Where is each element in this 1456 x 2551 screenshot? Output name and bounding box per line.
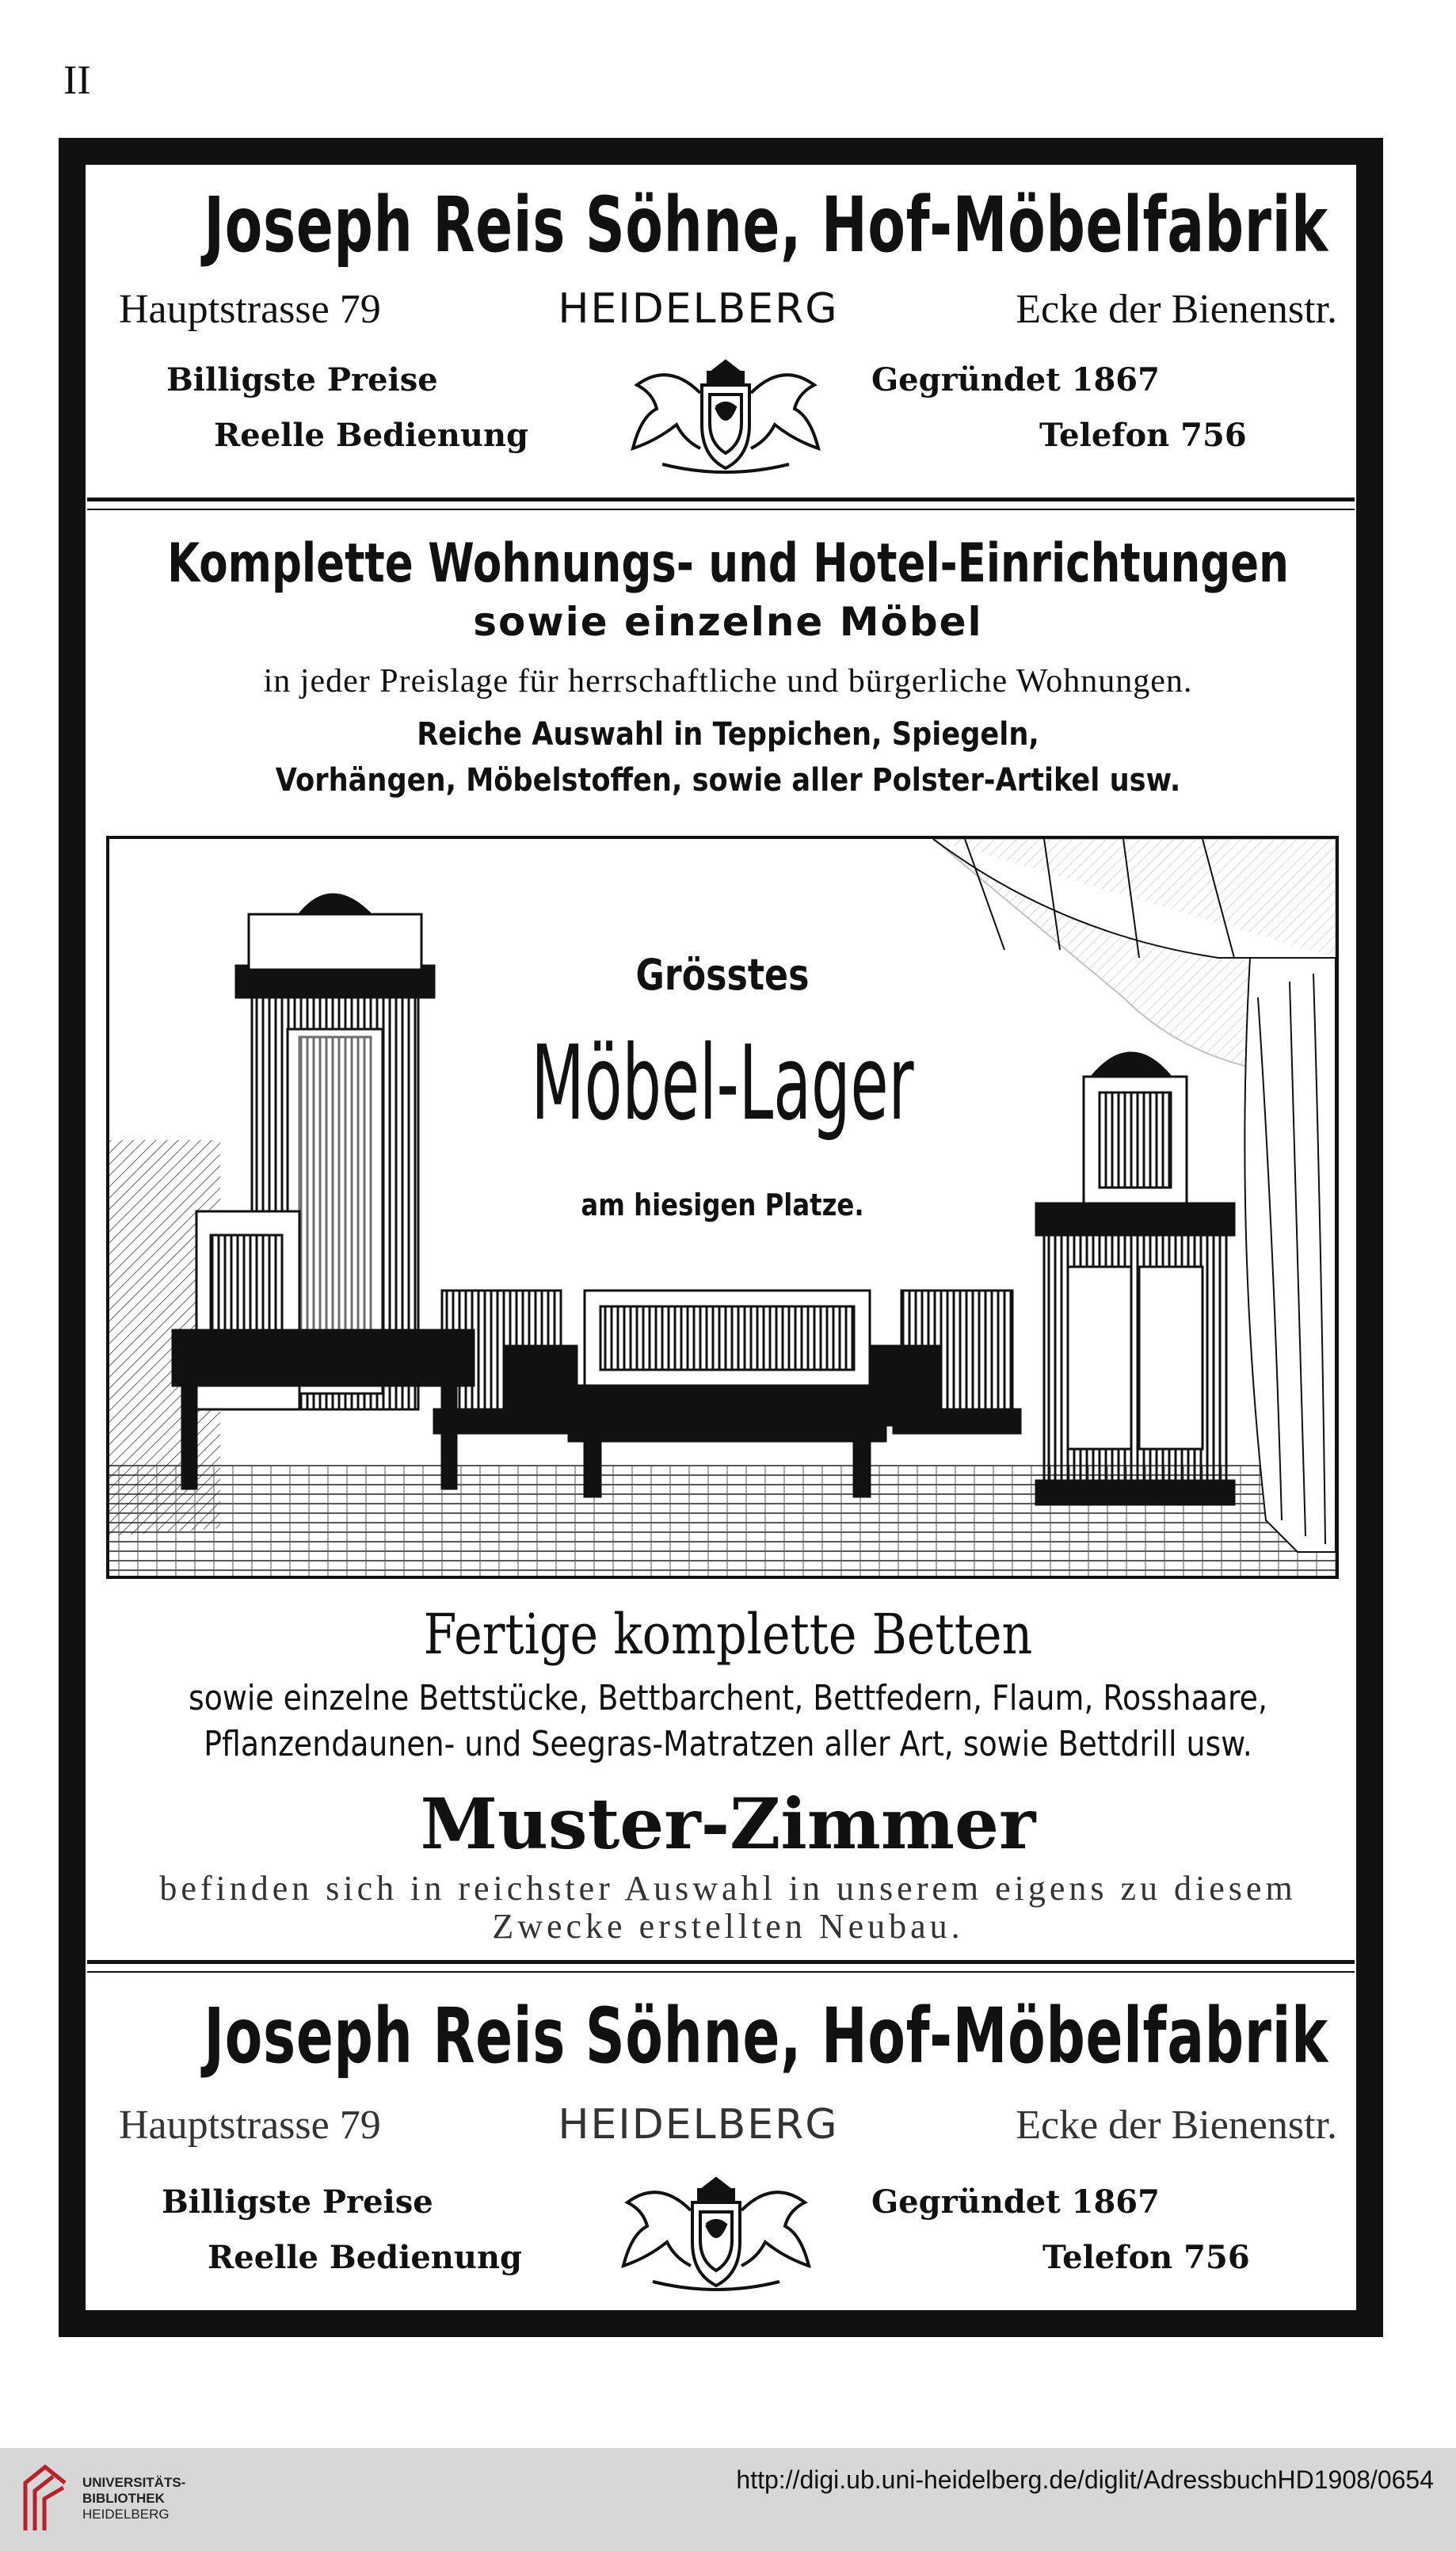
illustration-post: am hiesigen Platze. [581, 1188, 864, 1222]
offer-line-5-text: Vorhängen, Möbelstoffen, sowie aller Polster-Artikel usw. [275, 762, 1181, 799]
showroom-line-2: Zwecke erstellten Neubau. [492, 1907, 964, 1946]
founded-bottom: Gegründet 1867 [871, 2183, 1160, 2221]
footer-bar [0, 2448, 1456, 2551]
coat-of-arms-icon [615, 345, 837, 480]
firm-name-top [0, 181, 1456, 269]
showroom-headline: Muster-Zimmer [420, 1783, 1036, 1865]
offer-line-5 [0, 762, 1456, 799]
divider-1b [87, 509, 1355, 510]
slogan-service-bottom: Reelle Bedienung [208, 2239, 522, 2276]
library-line-1: UNIVERSITÄTS- [82, 2475, 186, 2490]
corner-bottom: Ecke der Bienenstr. [1016, 2103, 1337, 2148]
city: HEIDELBERG [558, 285, 839, 333]
library-line-3: HEIDELBERG [82, 2507, 170, 2522]
beds-headline: Fertige komplette Betten [423, 1602, 1033, 1667]
slogan-service: Reelle Bedienung [214, 417, 528, 454]
beds-line-1 [0, 1678, 1456, 1718]
divider-2 [87, 1960, 1355, 1964]
illustration-main-text: Möbel-Lager [531, 1023, 914, 1143]
coat-of-arms-bottom-icon [605, 2163, 827, 2297]
divider-1 [87, 498, 1355, 501]
furniture-illustration [106, 836, 1339, 1579]
showroom-line-1: befinden sich in reichster Auswahl in unserem eigens zu diesem [159, 1869, 1297, 1908]
page-number: II [63, 58, 91, 103]
street-bottom: Hauptstrasse 79 [119, 2103, 381, 2148]
slogan-prices: Billigste Preise [166, 361, 438, 398]
telephone: Telefon 756 [1039, 417, 1247, 454]
offer-line-4-text: Reiche Auswahl in Teppichen, Spiegeln, [417, 716, 1039, 753]
firm-name-bottom [0, 1992, 1456, 2080]
library-line-2: BIBLIOTHEK [82, 2491, 165, 2506]
beds-line-1-text: sowie einzelne Bettstücke, Bettbarchent, Bettfedern, Flaum, Rosshaare, [189, 1678, 1267, 1718]
offer-subline: sowie einzelne Möbel [473, 599, 983, 645]
library-logo-icon [17, 2459, 73, 2538]
telephone-bottom: Telefon 756 [1042, 2239, 1250, 2276]
beds-line-2-text: Pflanzendaunen- und Seegras-Matratzen aller Art, sowie Bettdrill usw. [204, 1724, 1252, 1764]
illustration-pre: Grösstes [635, 950, 810, 1000]
divider-2b [87, 1971, 1355, 1973]
offer-line-4 [0, 716, 1456, 753]
address-row-bottom [119, 2101, 1337, 2149]
founded: Gegründet 1867 [871, 361, 1160, 398]
offer-line-3: in jeder Preislage für herrschaftliche und bürgerliche Wohnungen. [263, 663, 1193, 700]
corner: Ecke der Bienenstr. [1016, 287, 1337, 332]
beds-line-2 [0, 1724, 1456, 1764]
firm-name-bottom-text: Joseph Reis Söhne, Hof-Möbelfabrik [204, 1992, 1328, 2080]
library-name [82, 2475, 185, 2522]
illustration-main [109, 1023, 1336, 1143]
city-bottom: HEIDELBERG [558, 2101, 839, 2149]
street: Hauptstrasse 79 [119, 287, 381, 332]
offer-headline-text: Komplette Wohnungs- und Hotel-Einrichtungen [167, 532, 1289, 595]
source-url-link[interactable]: http://digi.ub.uni-heidelberg.de/diglit/AdressbuchHD1908/0654 [736, 2465, 1434, 2494]
offer-headline [0, 532, 1456, 595]
slogan-prices-bottom: Billigste Preise [162, 2183, 433, 2221]
address-row-top [119, 285, 1337, 333]
firm-name-text: Joseph Reis Söhne, Hof-Möbelfabrik [204, 181, 1328, 269]
